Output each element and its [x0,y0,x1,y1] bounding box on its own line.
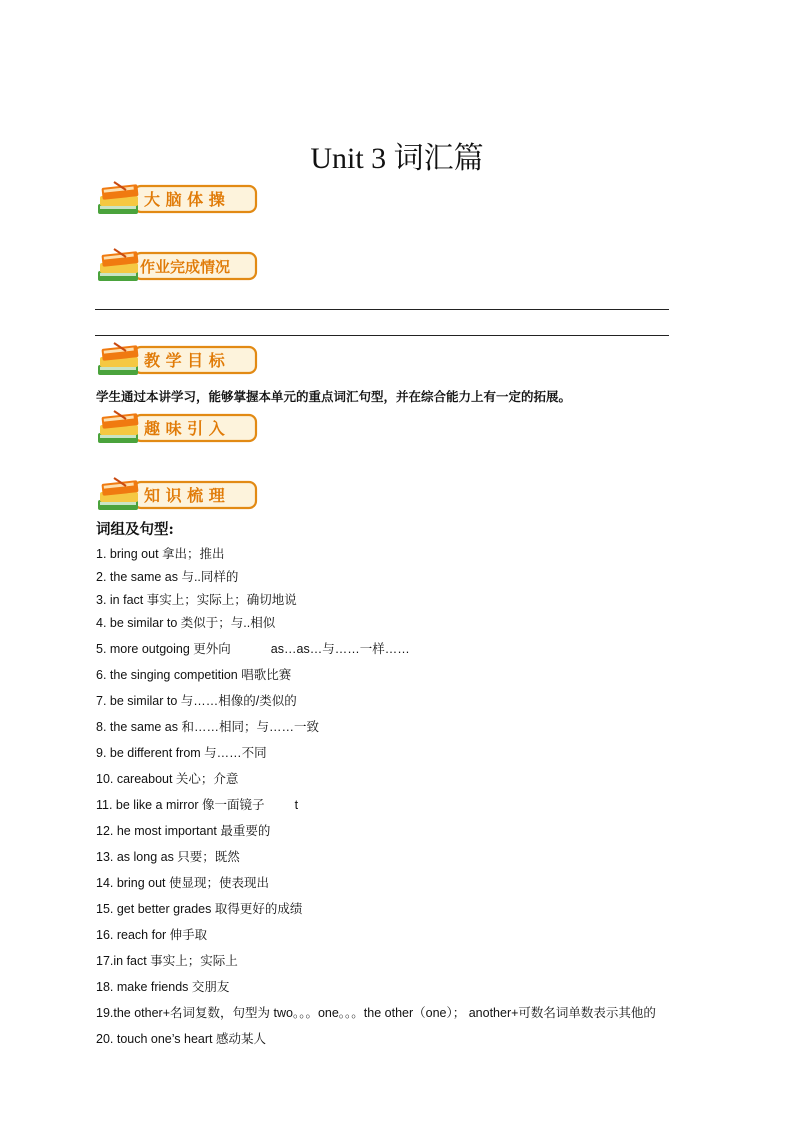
list-item: 1. bring out 拿出；推出 [96,547,225,561]
list-item: 14. bring out 使显现；使表现出 [96,876,269,890]
section-label: 趣 味 引 入 [144,419,225,438]
list-item: 3. in fact 事实上；实际上；确切地说 [96,593,297,607]
section-fun-intro [96,409,261,449]
list-item: 2. the same as 与..同样的 [96,570,239,584]
page-title: Unit 3 词汇篇 [310,142,484,175]
list-item: 12. he most important 最重要的 [96,824,271,838]
list-item: 13. as long as 只要；既然 [96,850,240,864]
section-label: 知 识 梳 理 [144,486,225,505]
list-item: 4. be similar to 类似于；与..相似 [96,616,276,630]
section-homework [96,247,261,287]
answer-line [95,335,669,336]
section-brain-exercise [96,180,261,220]
books-icon [96,247,261,287]
section-label: 大 脑 体 操 [144,190,225,209]
books-icon [96,476,261,516]
list-item [96,639,410,657]
list-item: 8. the same as 和……相同；与……一致 [96,720,319,734]
list-item: 17.in fact 事实上；实际上 [96,954,238,968]
list-item: 18. make friends 交朋友 [96,980,230,994]
section-knowledge [96,476,261,516]
section-label: 教 学 目 标 [144,351,225,370]
list-item: 20. touch one’s heart 感动某人 [96,1032,266,1046]
list-item: 6. the singing competition 唱歌比赛 [96,668,292,682]
section-teaching-goals [96,341,261,381]
list-item-extra: t [294,798,299,812]
list-item: 7. be similar to 与……相像的/类似的 [96,694,297,708]
teaching-goals-text: 学生通过本讲学习，能够掌握本单元的重点词汇句型，并在综合能力上有一定的拓展。 [96,389,572,404]
books-icon [96,409,261,449]
list-item: 16. reach for 伸手取 [96,928,208,942]
list-item: 15. get better grades 取得更好的成绩 [96,902,303,916]
list-item: 10. careabout 关心；介意 [96,772,239,786]
phrases-heading: 词组及句型: [96,521,174,538]
list-item: 19.the other+名词复数，句型为 two。。。one。。。the other（one）； another+可数名词单数表示其他的 [96,1006,656,1020]
list-item-text: 5. more outgoing 更外向 [96,642,231,656]
list-item-text: 11. be like a mirror 像一面镜子 [96,798,265,812]
books-icon [96,341,261,381]
list-item [96,795,298,813]
section-label: 作业完成情况 [140,258,231,276]
books-icon [96,180,261,220]
answer-line [95,309,669,310]
list-item: 9. be different from 与……不同 [96,746,267,760]
list-item-extra: as…as…与……一样…… [270,642,410,656]
